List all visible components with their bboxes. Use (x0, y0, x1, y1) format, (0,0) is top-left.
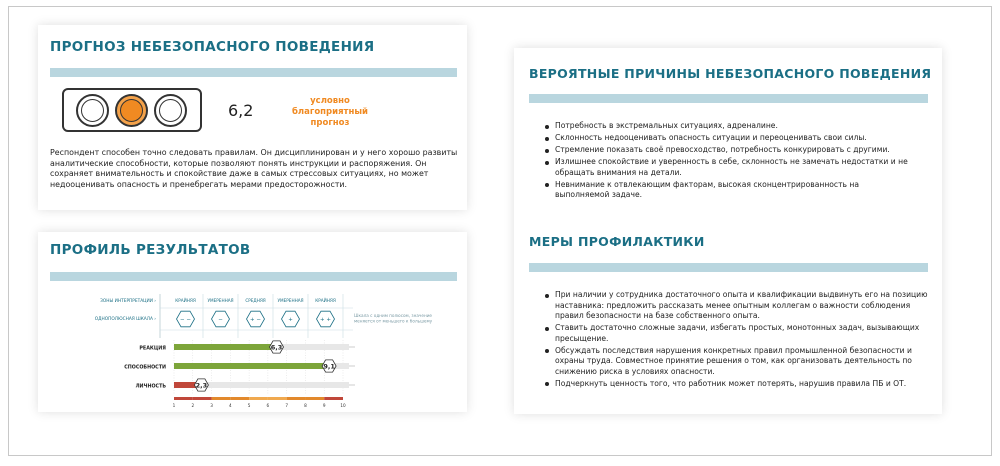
bar-value-label: 2,3 (195, 381, 208, 390)
causes-title: ВЕРОЯТНЫЕ ПРИЧИНЫ НЕБЕЗОПАСНОГО ПОВЕДЕНИЯ (529, 66, 932, 81)
list-item: Излишнее спокойствие и уверенность в себе, склонность не замечать недостатки и не обращать внимания на детали. (543, 157, 913, 178)
list-item: Ставить достаточно сложные задачи, избегать простых, монотонных задач, вызывающих пресыщение. (543, 323, 931, 344)
list-item: Невнимание к отвлекающим факторам, высокая сконцентрированность на выполняемой задаче. (543, 180, 913, 201)
scale-label: ОДНОПОЛЮСНАЯ ШКАЛА › (94, 317, 156, 322)
scale-segment (324, 397, 343, 400)
x-tick-label: 4 (228, 403, 232, 408)
x-tick-label: 7 (285, 403, 289, 408)
zone-label: УМЕРЕННАЯ (277, 298, 304, 303)
traffic-light-lamp-2 (115, 94, 148, 127)
x-tick-label: 2 (191, 403, 195, 408)
result-bar (174, 344, 274, 350)
bar-category-label: ЛИЧНОСТЬ (135, 384, 166, 390)
traffic-light (62, 88, 202, 132)
scale-segment (174, 397, 193, 400)
forecast-verdict: условно благоприятный прогноз (292, 96, 368, 128)
scale-segment (193, 397, 212, 400)
scale-segment (287, 397, 306, 400)
causes-list (543, 121, 913, 202)
bar-category-label: СПОСОБНОСТИ (124, 365, 166, 371)
zone-sign: + + (320, 317, 331, 323)
list-item: Обсуждать последствия нарушения конкретных правил промышленной безопасности и охраны труда. Совместное принятие решения о том, как организовать деятельность по снижению риска в условиях опасности. (543, 346, 931, 378)
scale-segment (305, 397, 324, 400)
forecast-divider (50, 68, 457, 77)
zone-sign: + − (250, 317, 261, 323)
zone-sign: + (288, 317, 293, 323)
x-tick-label: 1 (172, 403, 176, 408)
forecast-card (38, 25, 467, 210)
profile-card (38, 232, 467, 412)
scale-segment (230, 397, 249, 400)
x-tick-label: 5 (247, 403, 251, 408)
scale-segment (249, 397, 268, 400)
list-item: Потребность в экстремальных ситуациях, адреналине. (543, 121, 913, 132)
causes-divider (529, 94, 928, 103)
list-item: Склонность недооценивать опасность ситуации и переоценивать свои силы. (543, 133, 913, 144)
scale-segment (212, 397, 231, 400)
zone-label: УМЕРЕННАЯ (207, 298, 234, 303)
list-item: Стремление показать своё превосходство, потребность конкурировать с другими. (543, 145, 913, 156)
zone-sign: − (218, 317, 223, 323)
scale-segment (268, 397, 287, 400)
zone-label: СРЕДНЯЯ (245, 298, 266, 303)
results-chart (38, 286, 467, 411)
x-tick-label: 9 (322, 403, 326, 408)
zone-label: КРАЙНЯЯ (315, 298, 336, 303)
bar-value-label: 9,1 (323, 362, 335, 371)
zones-label: ЗОНЫ ИНТЕРПРЕТАЦИИ › (100, 299, 156, 304)
causes-card (514, 48, 942, 414)
list-item: Подчеркнуть ценность того, что работник может потерять, нарушив правила ПБ и ОТ. (543, 379, 931, 390)
forecast-title: ПРОГНОЗ НЕБЕЗОПАСНОГО ПОВЕДЕНИЯ (50, 39, 375, 55)
forecast-score: 6,2 (228, 101, 254, 120)
list-item: При наличии у сотрудника достаточного опыта и квалификации выдвинуть его на позицию наставника: предложить рассказать менее опытным коллегам о важности соблюдения правил безопасности на базе собственного опыта. (543, 290, 931, 322)
bar-value-label: 6,3 (270, 343, 283, 352)
zone-label: КРАЙНЯЯ (175, 298, 196, 303)
prevention-list (543, 290, 931, 391)
traffic-light-lamp-3 (154, 94, 187, 127)
scale-note: Шкала с одним полюсом, значение меняется от меньшего к большему (354, 313, 433, 324)
profile-divider (50, 272, 457, 281)
prevention-divider (529, 263, 928, 272)
forecast-description: Респондент способен точно следовать правилам. Он дисциплинирован и у него хорошо развиты аналитические способности, которые позволяют понять инструкции и распоряжения. Он сохраняет внимательность и спокойствие даже в самых стрессовых ситуациях, но может недооценивать опасность и пренебрегать мерами предосторожности. (50, 148, 458, 189)
bar-category-label: РЕАКЦИЯ (139, 346, 166, 352)
profile-title: ПРОФИЛЬ РЕЗУЛЬТАТОВ (50, 242, 251, 258)
x-tick-label: 3 (210, 403, 213, 408)
x-tick-label: 10 (340, 403, 346, 408)
traffic-light-lamp-1 (76, 94, 109, 127)
zone-sign: − − (180, 317, 191, 323)
prevention-title: МЕРЫ ПРОФИЛАКТИКИ (529, 234, 705, 249)
x-tick-label: 6 (266, 403, 270, 408)
x-tick-label: 8 (304, 403, 307, 408)
result-bar (174, 363, 326, 369)
